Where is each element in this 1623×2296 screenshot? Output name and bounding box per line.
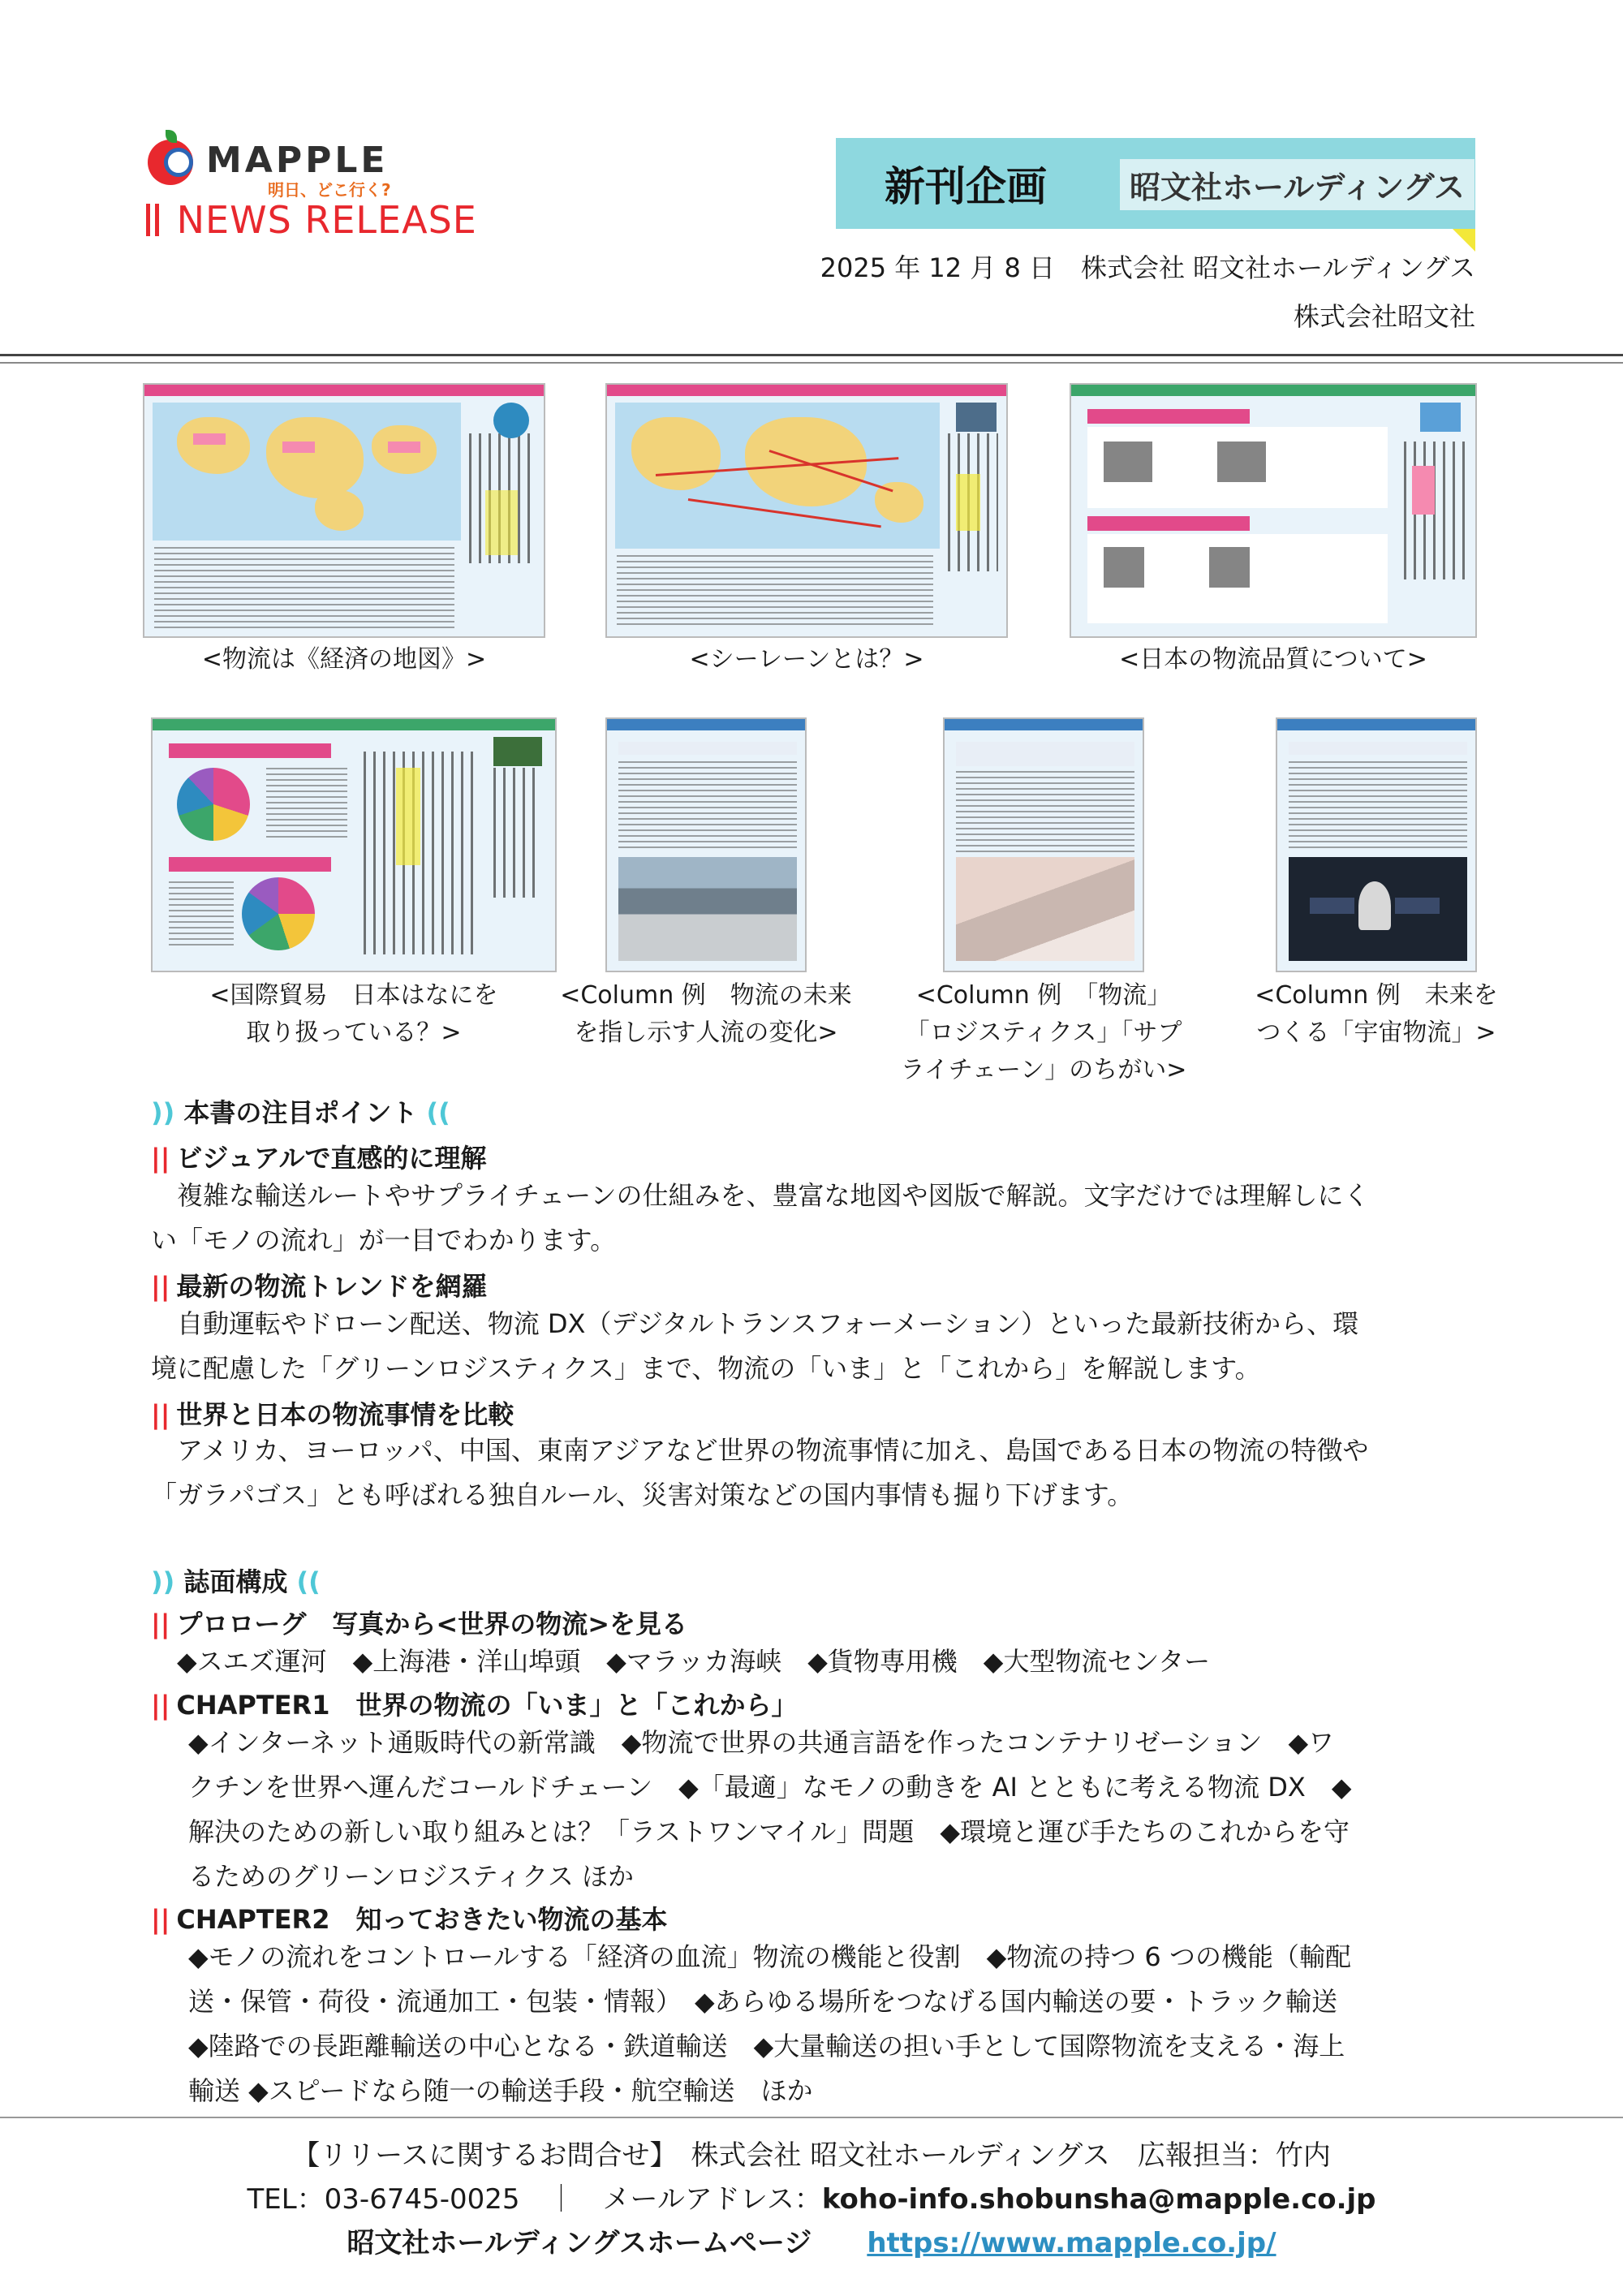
caption-line: 取り扱っている？> [246,1019,462,1047]
mapple-logo [148,136,489,200]
thumbnail-column-space-logistics [1276,717,1477,972]
red-bar-icon: || [151,1609,170,1639]
contents-section-body: ◆インターネット通販時代の新常識 ◆物流で世界の共通言語を作ったコンテナリゼーション ◆ワ クチンを世界へ運んだコールドチェーン ◆「最適」なモノの動きを AI とともに考える物流 DX ◆ 解決のための新しい取り組みとは？「ラストワンマイル」問題 ◆環境と運び手たちのこれからを守 るためのグリーンロジスティクス ほか [188,1727,1352,1892]
footer-contact: 【リリースに関するお問合せ】 株式会社 昭文社ホールディングス 広報担当：竹内 [292,2139,1331,2172]
contents-section-title: || プロローグ 写真から<世界の物流>を見る [151,1609,688,1639]
red-bar-icon: || [151,1904,170,1935]
thumbnail-sea-lane [605,383,1008,638]
homepage-link[interactable]: https://www.mapple.co.jp/ [867,2227,1276,2259]
caption-line: <Column 例 「物流」 [915,981,1172,1010]
contents-heading [151,1562,321,1599]
thumbnail-caption [560,977,852,1052]
thumbnail-economic-map [143,383,545,638]
highlight-title: || 世界と日本の物流事情を比較 [151,1399,514,1430]
footer-homepage: 昭文社ホールディングスホームページ https://www.mapple.co.jp/ [347,2227,1276,2259]
highlight-body: 自動運転やドローン配送、物流 DX（デジタルトランスフォーメーション）といった最新技術から、環 境に配慮した「グリーンロジスティクス」まで、物流の「いま」と「これから」を解説します。 [151,1308,1359,1384]
highlights-heading [151,1092,450,1130]
thumbnail-caption: <物流は《経済の地図》> [201,645,487,674]
footer-divider [0,2117,1623,2118]
highlight-title: || 最新の物流トレンドを網羅 [151,1271,488,1302]
caption-line: <国際貿易 日本はなにを [209,981,498,1010]
contents-section-title: || CHAPTER1 世界の物流の「いま」と「これから」 [151,1690,798,1721]
highlight-body: 複雑な輸送ルートやサプライチェーンの仕組みを、豊富な地図や図版で解説。文字だけでは理解しにく い「モノの流れ」が一目でわかります。 [151,1180,1370,1256]
logo-text: MAPPLE [206,140,389,181]
thumbnail-international-trade [151,717,557,972]
company-name: 株式会社昭文社 [1293,301,1475,332]
thumbnail-caption: <シーレーンとは？> [689,645,924,674]
red-bar-icon [155,204,159,236]
bracket-right-icon: (( [417,1097,450,1128]
contents-section-body: ◆モノの流れをコントロールする「経済の血流」物流の機能と役割 ◆物流の持つ 6 つの機能（輸配 送・保管・荷役・流通加工・包装・情報） ◆あらゆる場所をつなげる国内輸送の要・トラック輸送 ◆陸路での長距離輸送の中心となる・鉄道輸送 ◆大量輸送の担い手として国際物流を支える・海上 輸送 ◆スピードなら随一の輸送手段・航空輸送 ほか [188,1941,1351,2106]
caption-line: を指し示す人流の変化> [574,1019,838,1047]
publisher-badge: 昭文社ホールディングス [1120,159,1474,210]
page-title: 新刊企画 [885,163,1047,210]
caption-line: つくる「宇宙物流」> [1256,1019,1496,1047]
date-line: 2025 年 12 月 8 日 株式会社 昭文社ホールディングス [820,252,1475,283]
contents-section-title: || CHAPTER2 知っておきたい物流の基本 [151,1904,668,1935]
news-release-label [146,198,477,242]
red-bar-icon [146,204,150,236]
caption-line: 「ロジスティクス」「サプ [905,1019,1182,1047]
logo-tagline: 明日、どこ行く? [268,180,391,200]
bracket-left-icon: )) [151,1097,184,1128]
logo-ring-icon [164,148,193,177]
caption-line: <Column 例 未来を [1255,981,1498,1010]
bracket-right-icon: (( [287,1566,321,1597]
thumbnail-caption [151,977,557,1052]
thumbnail-column-logistics-terms [943,717,1144,972]
thumbnail-caption: <日本の物流品質について> [1119,645,1427,674]
thumbnail-column-people-flow [605,717,807,972]
thumbnail-japan-logistics-quality [1070,383,1477,638]
highlight-title: || ビジュアルで直感的に理解 [151,1143,487,1174]
contents-section-body: ◆スエズ運河 ◆上海港・洋山埠頭 ◆マラッカ海峡 ◆貨物専用機 ◆大型物流センター [177,1646,1211,1677]
caption-line: <Column 例 物流の未来 [560,981,852,1010]
red-bar-icon: || [151,1690,170,1721]
bracket-left-icon: )) [151,1566,184,1597]
heading-text: 本書の注目ポイント [183,1097,418,1128]
thumbnail-caption [1233,977,1519,1052]
caption-line: ライチェーン」のちがい> [900,1056,1187,1084]
email-link[interactable]: koho-info.shobunsha@mapple.co.jp [821,2183,1376,2216]
heading-text: 誌面構成 [183,1566,288,1597]
highlight-body: アメリカ、ヨーロッパ、中国、東南アジアなど世界の物流事情に加え、島国である日本の物流の特徴や 「ガラパゴス」とも呼ばれる独自ルール、災害対策などの国内事情も掘り下げます。 [151,1435,1369,1510]
footer-tel-email: TEL：03-6745-0025 ｜ メールアドレス：koho-info.shobunsha@mapple.co.jp [247,2183,1376,2216]
header-divider-secondary [0,362,1623,364]
news-release-text: NEWS RELEASE [176,198,477,242]
title-banner [836,138,1475,229]
thumbnail-caption [893,977,1195,1089]
red-bar-icon: || [151,1271,170,1302]
red-bar-icon: || [151,1399,170,1430]
red-bar-icon: || [151,1143,170,1174]
header-divider [0,354,1623,356]
